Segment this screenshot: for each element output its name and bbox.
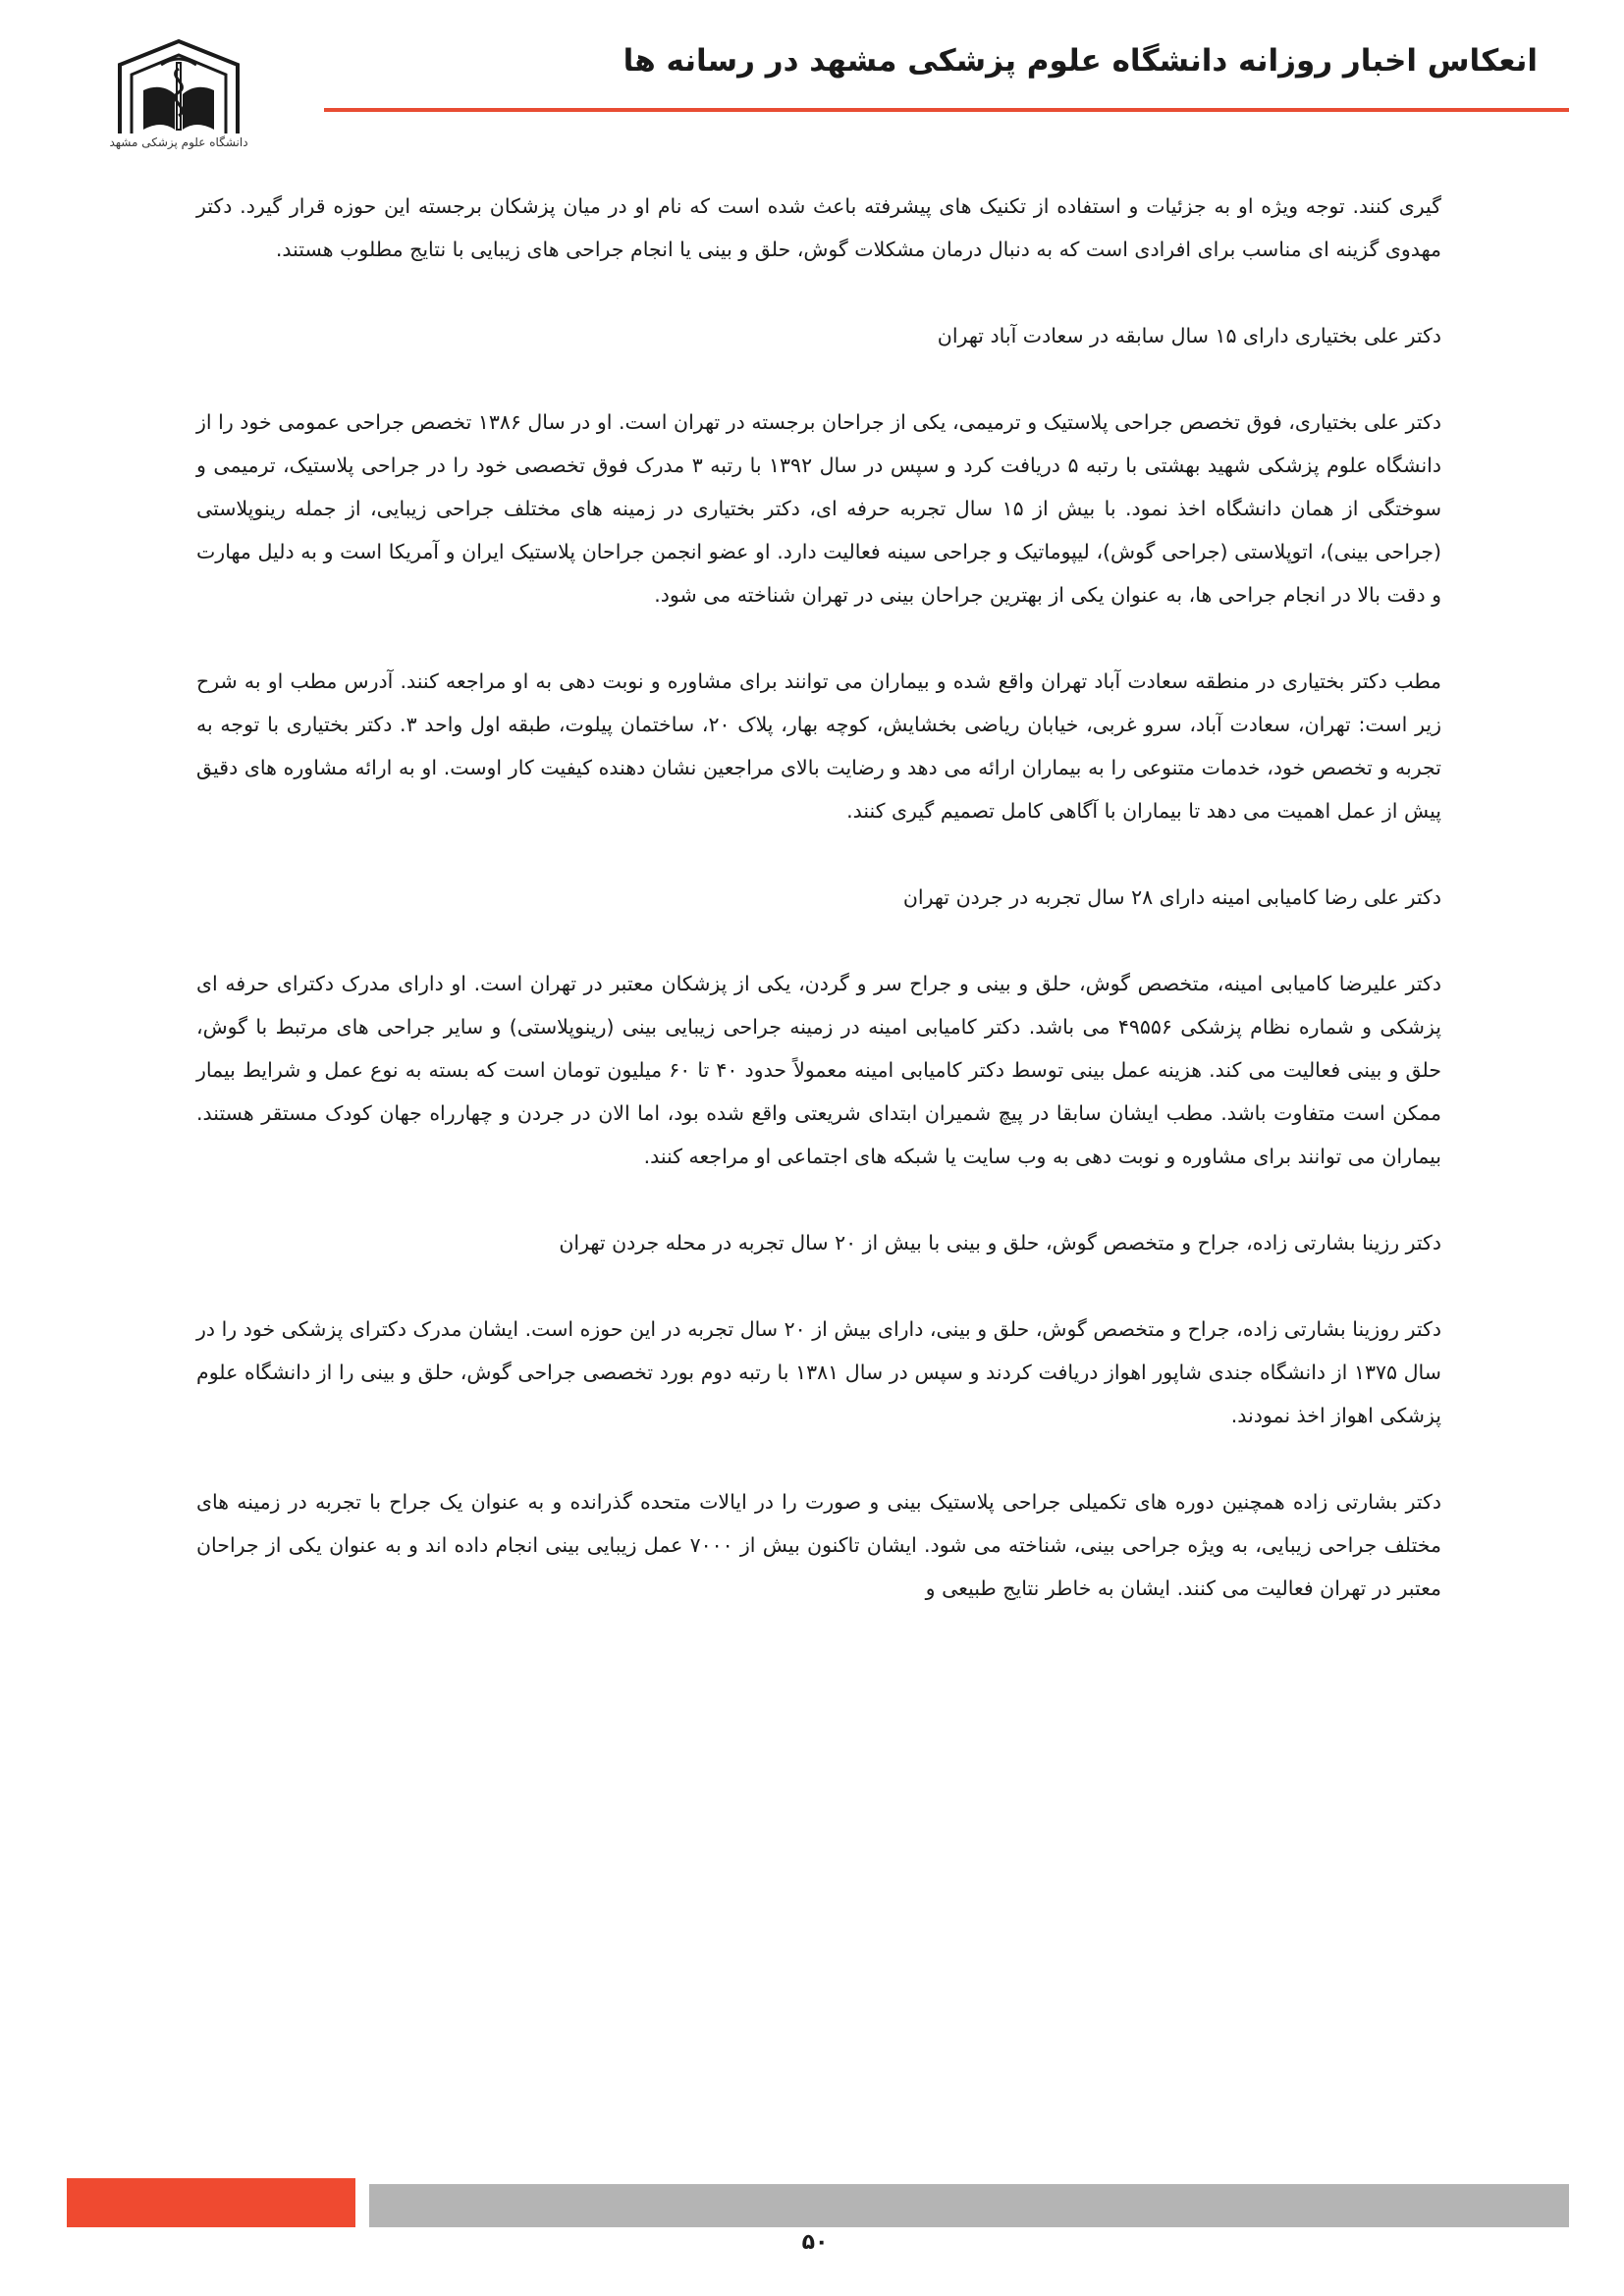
section-heading: دکتر علی بختیاری دارای ۱۵ سال سابقه در سعادت آباد تهران	[937, 324, 1441, 347]
header-divider	[324, 108, 1569, 112]
paragraph: دکتر روزینا بشارتی زاده، جراح و متخصص گوش، حلق و بینی، دارای بیش از ۲۰ سال تجربه در این حوزه است. ایشان مدرک دکترای پزشکی خود را در سال ۱۳۷۵ از دانشگاه جندی شاپور اهواز دریافت کردند و سپس در سال ۱۳۸۱ با رتبه دوم بورد تخصصی جراحی گوش، حلق و بینی را از دانشگاه علوم پزشکی اهواز اخذ نمودند.	[196, 1317, 1441, 1427]
paragraph: گیری کنند. توجه ویژه او به جزئیات و استفاده از تکنیک های پیشرفته باعث شده است که نام او در میان پزشکان برجسته این حوزه قرار گیرد. دکتر مهدوی گزینه ای مناسب برای افرادی است که به دنبال درمان مشکلات گوش، حلق و بینی یا انجام جراحی های زیبایی با نتایج مطلوب هستند.	[196, 194, 1441, 261]
footer-red-bar	[67, 2178, 355, 2227]
paragraph: دکتر بشارتی زاده همچنین دوره های تکمیلی جراحی پلاستیک بینی و صورت را در ایالات متحده گذرانده و به عنوان یک جراح با تجربه در زمینه های مختلف جراحی زیبایی، به ویژه جراحی بینی، شناخته می شود. ایشان تاکنون بیش از ۷۰۰۰ عمل زیبایی بینی انجام داده اند و به عنوان یکی از جراحان معتبر در تهران فعالیت می کنند. ایشان به خاطر نتایج طبیعی و	[196, 1490, 1441, 1600]
university-logo-icon	[110, 35, 247, 173]
article-body	[196, 185, 1441, 1653]
footer-gray-bar	[369, 2184, 1569, 2227]
paragraph: مطب دکتر بختیاری در منطقه سعادت آباد تهران واقع شده و بیماران می توانند برای مشاوره و نوبت دهی به او مراجعه کنند. آدرس مطب او به شرح زیر است: تهران، سعادت آباد، سرو غربی، خیابان ریاضی بخشایش، کوچه بهار، پلاک ۲۰، ساختمان پیلوت، طبقه اول واحد ۳. دکتر بختیاری با توجه به تجربه و تخصص خود، خدمات متنوعی را به بیماران ارائه می دهد و رضایت بالای مراجعین نشان دهنده کیفیت کار اوست. او به ارائه مشاوره های دقیق پیش از عمل اهمیت می دهد تا بیماران با آگاهی کامل تصمیم گیری کنند.	[196, 669, 1441, 823]
section-heading: دکتر علی رضا کامیابی امینه دارای ۲۸ سال تجربه در جردن تهران	[902, 885, 1441, 909]
page-number: ۵۰	[801, 2230, 829, 2255]
page-header-title: انعکاس اخبار روزانه دانشگاه علوم پزشکی مشهد در رسانه ها	[623, 43, 1538, 79]
logo-caption: دانشگاه علوم پزشکی مشهد	[109, 135, 248, 149]
paragraph: دکتر علیرضا کامیابی امینه، متخصص گوش، حلق و بینی و جراح سر و گردن، یکی از پزشکان معتبر در تهران است. او دارای مدرک دکترای حرفه ای پزشکی و شماره نظام پزشکی ۴۹۵۵۶ می باشد. دکتر کامیابی امینه در زمینه جراحی زیبایی بینی (رینوپلاستی) و سایر جراحی های مرتبط با گوش، حلق و بینی فعالیت می کند. هزینه عمل بینی توسط دکتر کامیابی امینه معمولاً حدود ۴۰ تا ۶۰ میلیون تومان است که بسته به نوع عمل و شرایط بیمار ممکن است متفاوت باشد. مطب ایشان سابقا در پیچ شمیران ابتدای شریعتی واقع شده بود، اما الان در جردن و چهارراه جهان کودک مستقر هستند. بیماران می توانند برای مشاوره و نوبت دهی به وب سایت یا شبکه های اجتماعی او مراجعه کنند.	[196, 972, 1442, 1168]
section-heading: دکتر رزینا بشارتی زاده، جراح و متخصص گوش، حلق و بینی با بیش از ۲۰ سال تجربه در محله جردن تهران	[559, 1231, 1441, 1255]
paragraph: دکتر علی بختیاری، فوق تخصص جراحی پلاستیک و ترمیمی، یکی از جراحان برجسته در تهران است. او در سال ۱۳۸۶ تخصص جراحی عمومی خود را از دانشگاه علوم پزشکی شهید بهشتی با رتبه ۵ دریافت کرد و سپس در سال ۱۳۹۲ با رتبه ۳ مدرک فوق تخصصی خود را در جراحی پلاستیک، ترمیمی و سوختگی از همان دانشگاه اخذ نمود. با بیش از ۱۵ سال تجربه حرفه ای، دکتر بختیاری در زمینه های مختلف جراحی زیبایی، از جمله رینوپلاستی (جراحی بینی)، اتوپلاستی (جراحی گوش)، لیپوماتیک و جراحی سینه فعالیت دارد. او عضو انجمن جراحان پلاستیک ایران و آمریکا است و به دلیل مهارت و دقت بالا در انجام جراحی ها، به عنوان یکی از بهترین جراحان بینی در تهران شناخته می شود.	[196, 410, 1441, 607]
